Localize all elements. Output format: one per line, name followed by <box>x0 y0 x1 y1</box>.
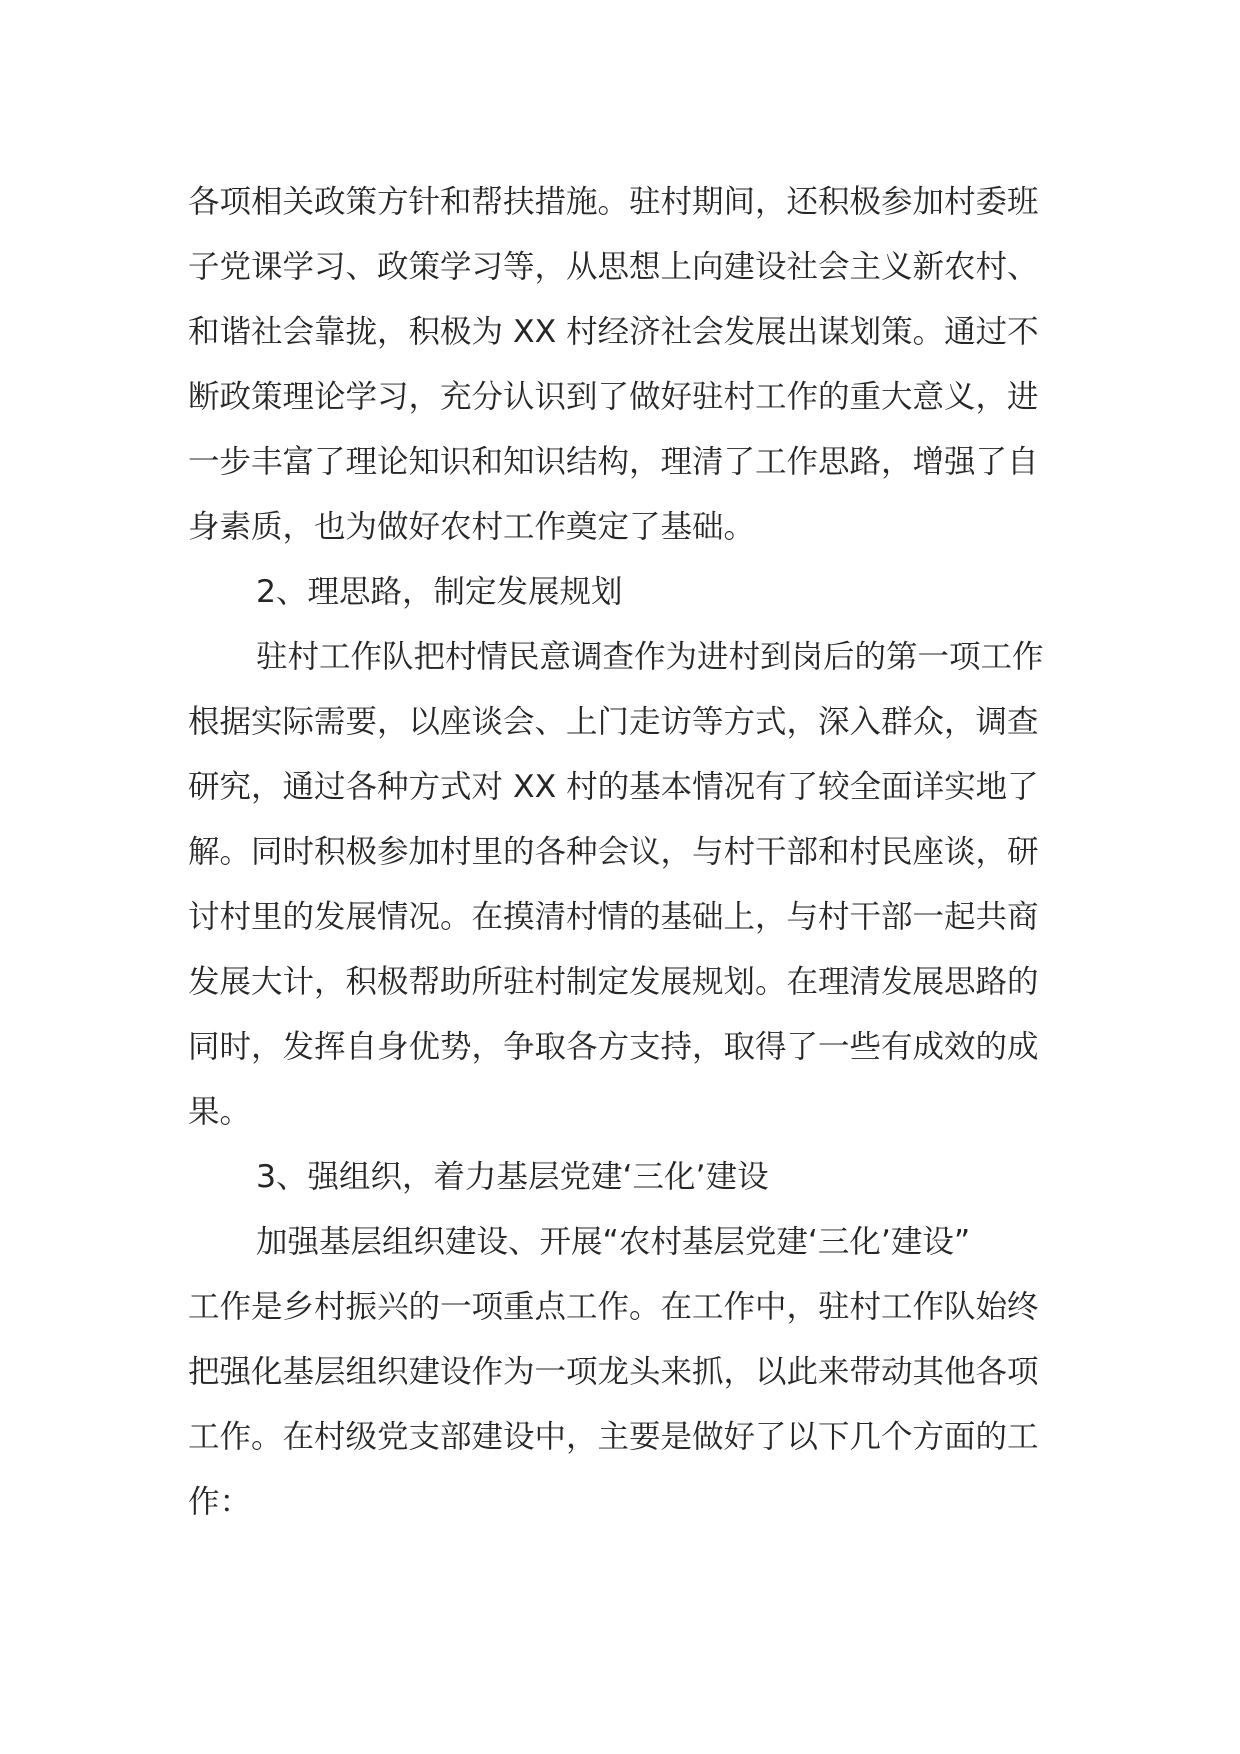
text-line: 工作。在村级党支部建设中，主要是做好了以下几个方面的工 <box>188 1419 1039 1455</box>
text-line: 子党课学习、政策学习等，从思想上向建设社会主义新农村、 <box>188 249 1039 285</box>
text-line: 讨村里的发展情况。在摸清村情的基础上，与村干部一起共商 <box>188 899 1039 935</box>
section-heading-3: 3、强组织，着力基层党建‘三化’建设 <box>256 1159 769 1195</box>
text-line: 断政策理论学习，充分认识到了做好驻村工作的重大意义，进 <box>188 379 1039 415</box>
text-line: 根据实际需要，以座谈会、上门走访等方式，深入群众，调查 <box>188 704 1039 740</box>
text-line: 各项相关政策方针和帮扶措施。驻村期间，还积极参加村委班 <box>188 184 1039 220</box>
text-line: 研究，通过各种方式对 XX 村的基本情况有了较全面详实地了 <box>188 769 1039 805</box>
text-line: 作： <box>188 1484 252 1520</box>
text-line: 身素质，也为做好农村工作奠定了基础。 <box>188 509 756 545</box>
section-heading-2: 2、理思路，制定发展规划 <box>256 574 623 610</box>
text-line: 加强基层组织建设、开展“农村基层党建‘三化’建设” <box>256 1224 971 1260</box>
paragraph-3 <box>188 1210 1066 1535</box>
text-line: 工作是乡村振兴的一项重点工作。在工作中，驻村工作队始终 <box>188 1289 1039 1325</box>
paragraph-2 <box>188 625 1066 1145</box>
text-line: 果。 <box>188 1094 252 1130</box>
text-line: 发展大计，积极帮助所驻村制定发展规划。在理清发展思路的 <box>188 964 1039 1000</box>
text-line: 驻村工作队把村情民意调查作为进村到岗后的第一项工作 <box>256 639 1044 675</box>
text-line: 解。同时积极参加村里的各种会议，与村干部和村民座谈，研 <box>188 834 1039 870</box>
paragraph-1 <box>188 170 1066 560</box>
document-body <box>188 170 1066 1535</box>
text-line: 一步丰富了理论知识和知识结构，理清了工作思路，增强了自 <box>188 444 1039 480</box>
text-line: 把强化基层组织建设作为一项龙头来抓，以此来带动其他各项 <box>188 1354 1039 1390</box>
text-line: 同时，发挥自身优势，争取各方支持，取得了一些有成效的成 <box>188 1029 1039 1065</box>
text-line: 和谐社会靠拢，积极为 XX 村经济社会发展出谋划策。通过不 <box>188 314 1039 350</box>
